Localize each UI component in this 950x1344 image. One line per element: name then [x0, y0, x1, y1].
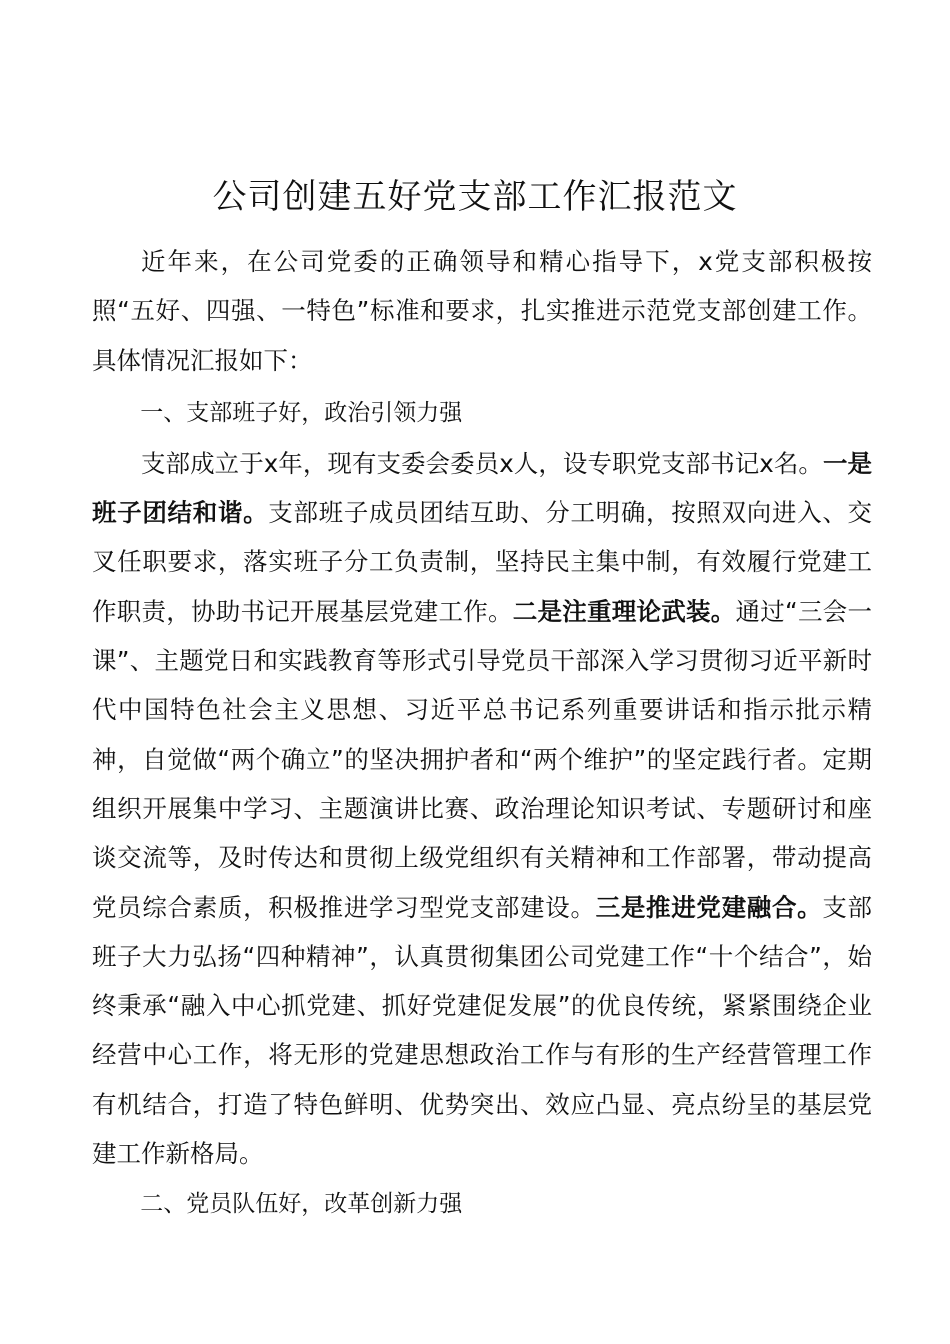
point-3-lead: 三是推进党建融合。 — [595, 892, 823, 922]
section-1-paragraph — [92, 439, 872, 1178]
point-2-lead: 二是注重理论武装。 — [512, 596, 736, 626]
point-1-lead: 一是班子团结和谐。 — [92, 448, 873, 528]
intro-paragraph: 近年来，在公司党委的正确领导和精心指导下，x党支部积极按照“五好、四强、一特色”标准和要求，扎实推进示范党支部创建工作。具体情况汇报如下： — [92, 247, 872, 375]
section-heading-2: 二、党员队伍好，改革创新力强 — [140, 1191, 463, 1218]
document-body — [92, 237, 872, 1230]
point-2-text: 通过“三会一课”、主题党日和实践教育等形式引导党员干部深入学习贯彻习近平新时代中国特色社会主义思想、习近平总书记系列重要讲话和指示批示精神，自觉做“两个确立”的坚决拥护者和“两个维护”的坚定践行者。定期组织开展集中学习、主题演讲比赛、政治理论知识考试、专题研讨和座谈交流等，及时传达和贯彻上级党组织有关精神和工作部署，带动提高党员综合素质，积极推进学习型党支部建设。 — [92, 596, 872, 922]
section-1-opening: 支部成立于x年，现有支委会委员x人，设专职党支部书记x名。 — [141, 448, 823, 478]
point-1-text: 支部班子成员团结互助、分工明确，按照双向进入、交叉任职要求，落实班子分工负责制，坚持民主集中制，有效履行党建工作职责，协助书记开展基层党建工作。 — [92, 498, 873, 626]
section-heading-1: 一、支部班子好，政治引领力强 — [140, 399, 463, 426]
point-3-text: 支部班子大力弘扬“四种精神”，认真贯彻集团公司党建工作“十个结合”，始终秉承“融入中心抓党建、抓好党建促发展”的优良传统，紧紧围绕企业经营中心工作，将无形的党建思想政治工作与有形的生产经营管理工作有机结合，打造了特色鲜明、优势突出、效应凸显、亮点纷呈的基层党建工作新格局。 — [92, 892, 873, 1169]
document-title: 公司创建五好党支部工作汇报范文 — [212, 177, 738, 217]
